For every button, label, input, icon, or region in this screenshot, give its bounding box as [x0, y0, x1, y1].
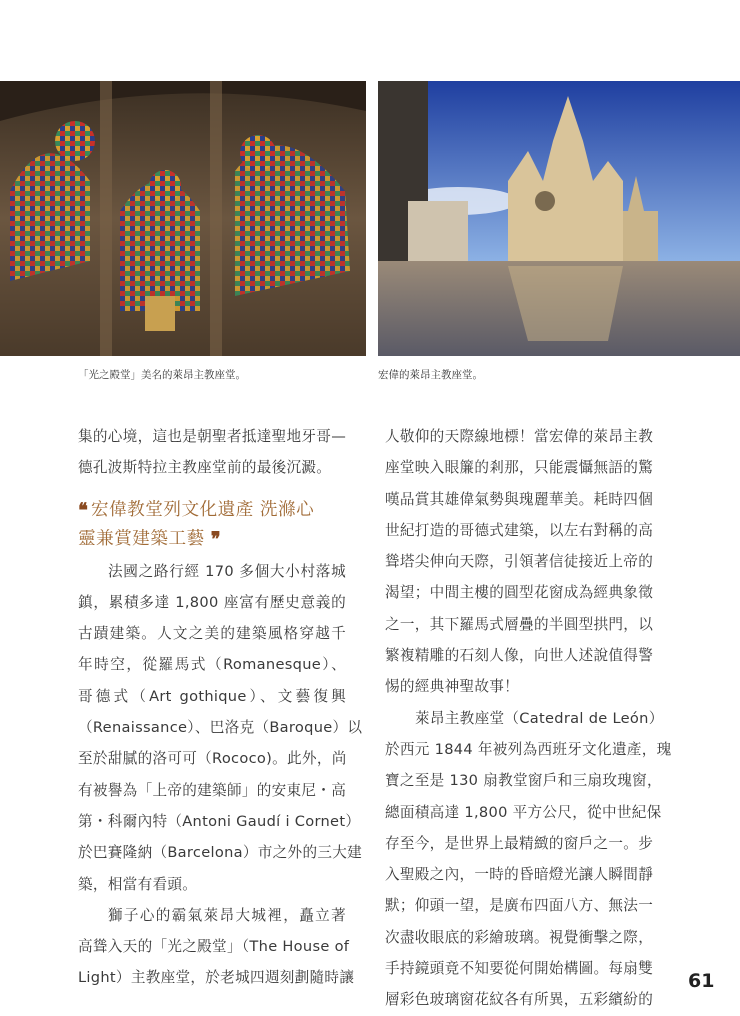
- cathedral-interior-photo: [0, 81, 366, 356]
- body-text-line: 古蹟建築。人文之美的建築風格穿越千: [78, 625, 346, 643]
- section-heading-line: [78, 525, 346, 554]
- body-text-line: （Renaissance）、巴洛克（Baroque）以: [78, 719, 363, 737]
- body-text-line: 層彩色玻璃窗花紋各有所異，五彩繽紛的: [385, 991, 654, 1009]
- body-text-line: 寶之至是 130 扇教堂窗戶和三扇玫瑰窗，: [385, 772, 662, 790]
- body-text-line: Light）主教座堂，於老城四週刻劃隨時讓: [78, 969, 355, 987]
- open-quote-icon: ❛❛: [78, 497, 85, 522]
- body-text-line: 存至今，是世界上最精緻的窗戶之一。步: [385, 834, 654, 852]
- cathedral-exterior-photo: [378, 81, 740, 356]
- body-text-line: 獅子心的霸氣萊昂大城裡，矗立著: [108, 906, 346, 924]
- body-text-line: 集的心境，這也是朝聖者抵達聖地牙哥—: [78, 428, 347, 445]
- body-text-line: 座堂映入眼簾的剎那，只能震懾無語的驚: [385, 459, 654, 477]
- body-text-line: 鎮，累積多達 1,800 座富有歷史意義的: [78, 593, 346, 611]
- body-text-line: 嘆品賞其雄偉氣勢與瑰麗華美。耗時四個: [385, 490, 654, 508]
- body-text-line: 世紀打造的哥德式建築，以左右對稱的高: [385, 521, 654, 539]
- body-text-line: 築，相當有看頭。: [78, 875, 198, 893]
- body-text-line: 有被譽為「上帝的建築師」的安東尼・高: [78, 781, 347, 799]
- body-text-line: 次盡收眼底的彩繪玻璃。視覺衝擊之際，: [385, 928, 654, 946]
- section-heading: [78, 496, 346, 554]
- body-text-line: 聳塔尖伸向天際，引領著信徒接近上帝的: [385, 553, 654, 571]
- section-heading-text: 靈兼賞建築工藝: [78, 528, 205, 549]
- photo-caption-left: 「光之殿堂」美名的萊昂主教座堂。: [78, 369, 246, 381]
- body-text-line: 至於甜膩的洛可可（Rococo)。此外，尚: [78, 750, 347, 768]
- page-number: 61: [688, 970, 715, 992]
- photo-caption-right: 宏偉的萊昂主教座堂。: [378, 369, 483, 381]
- body-text-line: 總面積高達 1,800 平方公尺，從中世紀保: [385, 803, 662, 821]
- body-text-line: 之一，其下羅馬式層疊的半圓型拱門，以: [385, 615, 654, 633]
- body-text-line: 年時空，從羅馬式（Romanesque）、: [78, 656, 346, 674]
- body-text-line: 入聖殿之內，一時的昏暗燈光讓人瞬間靜: [385, 866, 654, 884]
- body-text-line: 萊昂主教座堂（Catedral de León）: [415, 709, 664, 727]
- body-text-line: 默；仰頭一望，是廣布四面八方、無法一: [385, 897, 654, 915]
- body-text-line: 哥德式（Art gothique）、文藝復興: [78, 687, 346, 705]
- body-text-line: 惕的經典神聖故事！: [385, 678, 520, 696]
- article-column-left: [78, 421, 363, 994]
- section-heading-text: 宏偉教堂列文化遺產 洗滌心: [90, 499, 315, 520]
- article-column-right: [385, 421, 672, 1016]
- body-text-line: 於西元 1844 年被列為西班牙文化遺產，瑰: [385, 740, 672, 758]
- body-text-line: 人敬仰的天際線地標！當宏偉的萊昂主教: [385, 428, 654, 445]
- body-text-line: 手持鏡頭竟不知要從何開始構圖。每扇雙: [385, 960, 654, 978]
- body-text-line: 渴望；中間主樓的圓型花窗成為經典象徵: [385, 584, 654, 602]
- section-heading-line: [78, 496, 346, 525]
- body-text-line: 德孔波斯特拉主教座堂前的最後沉澱。: [78, 459, 332, 477]
- close-quote-icon: ❜❜: [210, 526, 218, 551]
- body-text-line: 繁複精雕的石刻人像，向世人述說值得警: [385, 647, 654, 665]
- body-text-line: 法國之路行經 170 多個大小村落城: [108, 562, 346, 580]
- body-text-line: 於巴賽隆納（Barcelona）市之外的三大建: [78, 844, 363, 862]
- body-text-line: 高聳入天的「光之殿堂」（The House of: [78, 938, 350, 956]
- body-text-line: 第・科爾內特（Antoni Gaudí i Cornet）: [78, 812, 361, 830]
